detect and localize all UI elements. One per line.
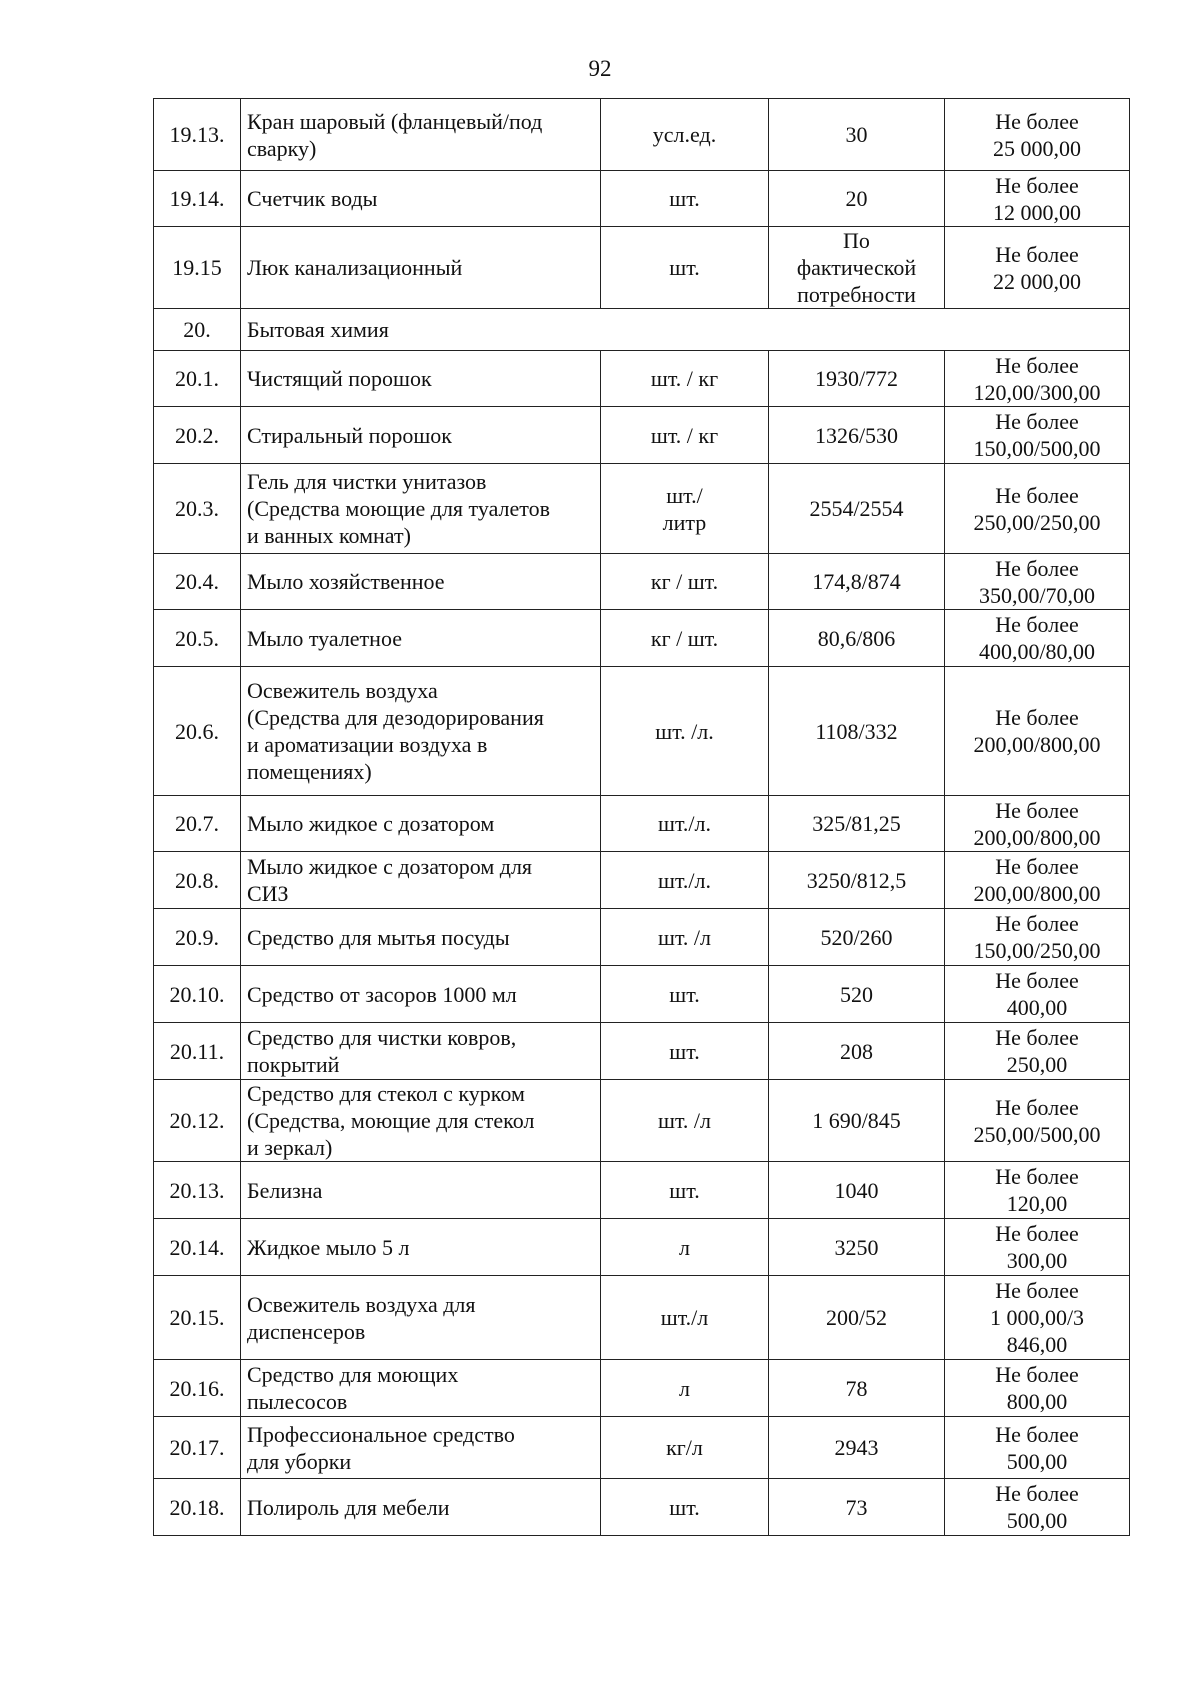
item-name-line: (Средства, моющие для стекол xyxy=(247,1108,535,1133)
item-unit-line: шт./ xyxy=(666,482,703,508)
item-number: 20.15. xyxy=(154,1276,241,1360)
item-price xyxy=(945,99,1130,171)
item-price-line: Не более xyxy=(995,1421,1079,1447)
item-name-line: Мыло жидкое с дозатором для xyxy=(247,854,533,879)
item-price-line: 120,00 xyxy=(1006,1191,1068,1216)
item-price xyxy=(945,1360,1130,1417)
item-quantity xyxy=(769,1417,945,1479)
item-price xyxy=(945,1080,1130,1162)
item-unit-line: кг/л xyxy=(666,1435,703,1460)
item-number: 20.12. xyxy=(154,1080,241,1162)
item-price xyxy=(945,1276,1130,1360)
item-unit xyxy=(601,1162,769,1219)
item-price-line: 12 000,00 xyxy=(993,199,1081,225)
item-name xyxy=(241,796,601,852)
item-quantity-line: 2554/2554 xyxy=(809,496,904,521)
section-title xyxy=(241,309,1130,351)
item-price-line: 150,00/500,00 xyxy=(973,436,1101,461)
item-unit xyxy=(601,1360,769,1417)
specification-table xyxy=(153,98,1130,1536)
item-name-line: для уборки xyxy=(247,1448,352,1474)
item-price-line: 250,00/250,00 xyxy=(973,509,1101,535)
item-quantity xyxy=(769,909,945,966)
item-quantity-line: 1040 xyxy=(834,1177,879,1203)
page-number: 92 xyxy=(588,56,612,81)
item-price xyxy=(945,227,1130,309)
table-row xyxy=(154,1162,1130,1219)
item-name-line: Профессиональное средство xyxy=(247,1421,515,1447)
table-row xyxy=(154,1080,1130,1162)
item-name-line: Средство для чистки ковров, xyxy=(247,1025,517,1050)
item-price-line: Не более xyxy=(995,612,1079,637)
item-unit xyxy=(601,1479,769,1536)
item-unit-line: литр xyxy=(662,509,707,535)
item-price-line: 350,00/70,00 xyxy=(978,582,1096,608)
item-quantity xyxy=(769,610,945,667)
item-number: 20. xyxy=(154,309,241,351)
table-row xyxy=(154,1276,1130,1360)
item-quantity-line: По xyxy=(843,228,870,253)
table-row xyxy=(154,667,1130,796)
item-price-line: 22 000,00 xyxy=(993,268,1081,294)
table-row xyxy=(154,1479,1130,1536)
item-number: 19.13. xyxy=(154,99,241,171)
item-unit-line: шт./л xyxy=(660,1305,709,1330)
item-unit xyxy=(601,1417,769,1479)
item-price-line: 300,00 xyxy=(1006,1248,1068,1273)
item-number: 20.3. xyxy=(154,464,241,554)
item-price-line: Не более xyxy=(995,352,1079,378)
item-unit-line: шт. xyxy=(669,981,700,1007)
item-quantity xyxy=(769,1023,945,1080)
item-name-line: Мыло хозяйственное xyxy=(247,569,445,594)
item-price-line: Не более xyxy=(995,1221,1079,1246)
item-price-line: Не более xyxy=(995,1362,1079,1387)
item-price-line: 1 000,00/3 xyxy=(989,1305,1085,1330)
item-name xyxy=(241,171,601,227)
item-name-line: и ароматизации воздуха в xyxy=(247,732,488,757)
item-quantity xyxy=(769,796,945,852)
item-price-line: 846,00 xyxy=(1006,1332,1068,1357)
item-name xyxy=(241,966,601,1023)
item-name xyxy=(241,1023,601,1080)
item-quantity-line: 200/52 xyxy=(825,1305,888,1330)
item-unit-line: кг / шт. xyxy=(650,625,719,651)
item-price-line: Не более xyxy=(995,705,1079,730)
item-quantity xyxy=(769,1162,945,1219)
item-unit-line: шт./л. xyxy=(658,811,711,836)
item-number: 19.15 xyxy=(154,227,241,309)
item-unit xyxy=(601,1023,769,1080)
table-row xyxy=(154,1360,1130,1417)
item-price-line: 500,00 xyxy=(1006,1508,1068,1533)
item-quantity xyxy=(769,227,945,309)
item-quantity-line: 174,8/874 xyxy=(812,569,901,594)
item-quantity-line: 3250/812,5 xyxy=(806,867,907,893)
item-name-line: и ванных комнат) xyxy=(247,523,411,548)
item-name xyxy=(241,852,601,909)
item-price-line: Не более xyxy=(995,854,1079,879)
item-unit xyxy=(601,99,769,171)
item-name-line: Стиральный порошок xyxy=(247,422,452,448)
item-unit xyxy=(601,667,769,796)
item-name xyxy=(241,407,601,464)
item-number: 20.16. xyxy=(154,1360,241,1417)
item-unit xyxy=(601,171,769,227)
item-price-line: 250,00/500,00 xyxy=(973,1121,1101,1147)
table-body xyxy=(154,99,1130,1536)
item-quantity-line: фактической xyxy=(796,255,917,280)
item-price-line: 200,00/800,00 xyxy=(973,881,1101,906)
table-row xyxy=(154,966,1130,1023)
item-unit-line: усл.ед. xyxy=(652,122,717,147)
item-quantity xyxy=(769,554,945,610)
item-name xyxy=(241,1162,601,1219)
table-row xyxy=(154,796,1130,852)
item-price-line: 200,00/800,00 xyxy=(973,732,1101,757)
item-number: 20.5. xyxy=(154,610,241,667)
item-unit xyxy=(601,407,769,464)
item-number: 20.11. xyxy=(154,1023,241,1080)
item-number: 20.9. xyxy=(154,909,241,966)
item-price-line: Не более xyxy=(995,1094,1079,1120)
item-name xyxy=(241,1360,601,1417)
item-name xyxy=(241,667,601,796)
item-quantity-line: 20 xyxy=(845,186,868,211)
item-price xyxy=(945,464,1130,554)
item-price-line: Не более xyxy=(995,555,1079,581)
item-price-line: 400,00/80,00 xyxy=(978,639,1096,664)
item-price xyxy=(945,171,1130,227)
item-quantity xyxy=(769,464,945,554)
item-quantity-line: 78 xyxy=(845,1375,868,1401)
item-name xyxy=(241,1080,601,1162)
item-price xyxy=(945,554,1130,610)
item-name-line: Гель для чистки унитазов xyxy=(247,469,487,494)
item-unit-line: шт. xyxy=(669,1177,700,1203)
section-title-line: Бытовая химия xyxy=(247,317,389,342)
item-name-line: (Средства моющие для туалетов xyxy=(247,496,550,521)
table-row xyxy=(154,1219,1130,1276)
table-row xyxy=(154,464,1130,554)
table-row xyxy=(154,909,1130,966)
item-quantity-line: 1 690/845 xyxy=(812,1108,901,1133)
item-quantity xyxy=(769,667,945,796)
item-price-line: Не более xyxy=(995,172,1079,198)
item-name xyxy=(241,909,601,966)
item-unit-line: шт. /л xyxy=(658,924,711,950)
item-price xyxy=(945,796,1130,852)
item-unit xyxy=(601,796,769,852)
item-unit-line: кг / шт. xyxy=(650,569,719,594)
item-price xyxy=(945,1417,1130,1479)
item-price-line: 250,00 xyxy=(1006,1052,1068,1077)
item-price xyxy=(945,351,1130,407)
item-price-line: Не более xyxy=(995,911,1079,936)
item-quantity xyxy=(769,1219,945,1276)
item-price-line: 150,00/250,00 xyxy=(973,938,1101,963)
item-price-line: 25 000,00 xyxy=(993,135,1081,161)
item-name-line: Жидкое мыло 5 л xyxy=(247,1234,410,1260)
item-quantity-line: 73 xyxy=(845,1494,868,1520)
item-unit-line: шт./л. xyxy=(658,867,711,893)
item-name-line: Освежитель воздуха xyxy=(247,678,438,703)
table-row xyxy=(154,171,1130,227)
item-unit xyxy=(601,464,769,554)
item-unit-line: л xyxy=(679,1234,690,1260)
item-name-line: Средство для моющих xyxy=(247,1362,459,1387)
item-unit xyxy=(601,610,769,667)
item-number: 20.8. xyxy=(154,852,241,909)
table-row xyxy=(154,99,1130,171)
item-name-line: Полироль для мебели xyxy=(247,1494,450,1520)
item-name-line: Средство для стекол с курком xyxy=(247,1081,525,1106)
item-name-line: покрытий xyxy=(247,1052,340,1077)
item-number: 20.7. xyxy=(154,796,241,852)
item-name-line: и зеркал) xyxy=(247,1135,333,1160)
table-row xyxy=(154,852,1130,909)
item-price xyxy=(945,966,1130,1023)
item-name-line: Средство для мытья посуды xyxy=(247,924,510,950)
item-quantity xyxy=(769,966,945,1023)
item-price-line: 500,00 xyxy=(1006,1448,1068,1474)
item-name-line: пылесосов xyxy=(247,1389,348,1414)
item-price-line: 200,00/800,00 xyxy=(973,824,1101,850)
item-number: 19.14. xyxy=(154,171,241,227)
item-unit-line: шт. /л. xyxy=(655,718,714,744)
table-row xyxy=(154,1417,1130,1479)
table-row xyxy=(154,610,1130,667)
item-name-line: СИЗ xyxy=(247,881,289,906)
section-row xyxy=(154,309,1130,351)
item-name-line: Чистящий порошок xyxy=(247,366,432,391)
item-name xyxy=(241,1219,601,1276)
item-number: 20.10. xyxy=(154,966,241,1023)
item-price-line: Не более xyxy=(995,1025,1079,1050)
table-row xyxy=(154,407,1130,464)
item-unit-line: шт. xyxy=(669,255,700,280)
table-row xyxy=(154,1023,1130,1080)
item-name xyxy=(241,554,601,610)
item-price-line: Не более xyxy=(995,968,1079,993)
item-price-line: Не более xyxy=(995,1164,1079,1189)
item-name xyxy=(241,351,601,407)
item-unit xyxy=(601,554,769,610)
item-name-line: помещениях) xyxy=(247,759,372,784)
item-price-line: Не более xyxy=(995,1278,1079,1303)
item-unit xyxy=(601,909,769,966)
item-quantity-line: 208 xyxy=(840,1038,873,1064)
item-name xyxy=(241,1417,601,1479)
item-price-line: Не более xyxy=(995,108,1079,134)
item-quantity-line: 520 xyxy=(840,981,873,1007)
item-quantity xyxy=(769,351,945,407)
item-unit-line: л xyxy=(679,1375,690,1401)
item-name xyxy=(241,464,601,554)
item-name-line: Мыло туалетное xyxy=(247,625,402,651)
item-number: 20.4. xyxy=(154,554,241,610)
item-price-line: Не более xyxy=(995,409,1079,434)
item-price xyxy=(945,407,1130,464)
item-quantity-line: 1108/332 xyxy=(815,718,898,744)
item-price-line: Не более xyxy=(995,797,1079,823)
item-name-line: Люк канализационный xyxy=(247,255,463,280)
item-unit xyxy=(601,1219,769,1276)
item-quantity-line: 1930/772 xyxy=(814,366,899,391)
item-quantity-line: 2943 xyxy=(834,1435,879,1460)
item-quantity-line: 325/81,25 xyxy=(812,811,901,836)
item-quantity xyxy=(769,1479,945,1536)
item-quantity xyxy=(769,852,945,909)
item-price xyxy=(945,1162,1130,1219)
item-name xyxy=(241,99,601,171)
item-number: 20.6. xyxy=(154,667,241,796)
item-number: 20.14. xyxy=(154,1219,241,1276)
item-price xyxy=(945,909,1130,966)
item-unit xyxy=(601,227,769,309)
item-quantity xyxy=(769,171,945,227)
item-unit xyxy=(601,1080,769,1162)
item-price xyxy=(945,1219,1130,1276)
item-price xyxy=(945,852,1130,909)
item-name xyxy=(241,1276,601,1360)
item-number: 20.2. xyxy=(154,407,241,464)
item-unit xyxy=(601,966,769,1023)
item-price-line: 400,00 xyxy=(1006,995,1068,1020)
item-price-line: Не более xyxy=(995,1481,1079,1506)
item-unit xyxy=(601,852,769,909)
item-unit-line: шт. xyxy=(669,1038,700,1064)
item-quantity-line: 3250 xyxy=(834,1234,879,1260)
item-quantity xyxy=(769,1360,945,1417)
table-row xyxy=(154,351,1130,407)
item-unit xyxy=(601,1276,769,1360)
item-name-line: Счетчик воды xyxy=(247,186,378,211)
item-quantity-line: 1326/530 xyxy=(814,422,899,448)
item-name-line: сварку) xyxy=(247,135,317,161)
item-quantity xyxy=(769,407,945,464)
item-unit-line: шт. xyxy=(669,186,700,211)
item-unit-line: шт. / кг xyxy=(650,422,719,448)
item-quantity-line: 30 xyxy=(845,122,868,147)
item-price xyxy=(945,667,1130,796)
item-quantity xyxy=(769,99,945,171)
item-name xyxy=(241,227,601,309)
item-unit-line: шт. xyxy=(669,1494,700,1520)
item-name-line: Средство от засоров 1000 мл xyxy=(247,981,517,1007)
item-price xyxy=(945,1023,1130,1080)
item-number: 20.18. xyxy=(154,1479,241,1536)
item-price xyxy=(945,610,1130,667)
item-price-line: 800,00 xyxy=(1006,1389,1068,1414)
item-quantity-line: потребности xyxy=(797,282,916,307)
item-quantity-line: 80,6/806 xyxy=(817,625,896,651)
item-number: 20.13. xyxy=(154,1162,241,1219)
item-price-line: Не более xyxy=(995,482,1079,508)
item-name-line: Мыло жидкое с дозатором xyxy=(247,811,495,836)
item-name xyxy=(241,1479,601,1536)
item-name-line: Белизна xyxy=(247,1177,323,1203)
table-row xyxy=(154,227,1130,309)
item-number: 20.17. xyxy=(154,1417,241,1479)
item-unit-line: шт. /л xyxy=(658,1108,711,1133)
item-quantity-line: 520/260 xyxy=(820,924,893,950)
item-name-line: Кран шаровый (фланцевый/под xyxy=(247,108,543,134)
table-row xyxy=(154,554,1130,610)
item-name-line: (Средства для дезодорирования xyxy=(247,705,544,730)
item-name-line: Освежитель воздуха для xyxy=(247,1291,476,1317)
item-quantity xyxy=(769,1276,945,1360)
item-name xyxy=(241,610,601,667)
item-quantity xyxy=(769,1080,945,1162)
item-name-line: диспенсеров xyxy=(247,1318,366,1344)
item-price xyxy=(945,1479,1130,1536)
item-price-line: Не более xyxy=(995,241,1079,267)
item-unit xyxy=(601,351,769,407)
item-number: 20.1. xyxy=(154,351,241,407)
item-price-line: 120,00/300,00 xyxy=(973,379,1101,405)
item-unit-line: шт. / кг xyxy=(650,366,719,391)
